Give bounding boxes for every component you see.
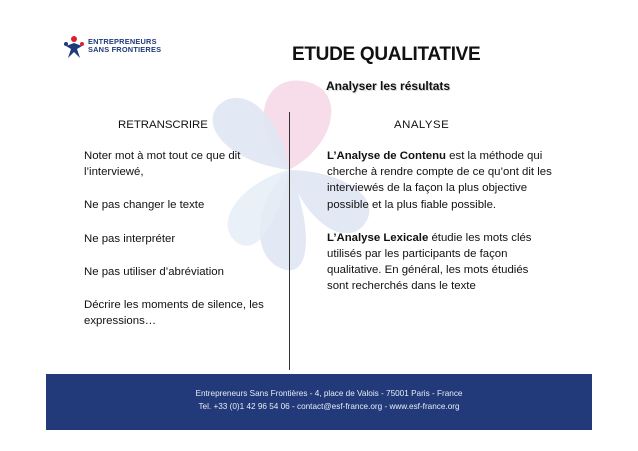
- logo-line-1: ENTREPRENEURS: [88, 37, 157, 46]
- analysis-description: est la méthode qui cherche à rendre compte de ce qu’ont dit les interviewés de la façon la plus objective possible et la plus fiable possible.: [327, 150, 552, 211]
- brand-logo-text: [88, 38, 161, 54]
- analysis-paragraph-lexical: [327, 230, 552, 295]
- footer-address: Entrepreneurs Sans Frontières - 4, place de Valois - 75001 Paris - France: [195, 389, 463, 398]
- page-title: ETUDE QUALITATIVE: [292, 44, 481, 65]
- slide: [46, 20, 592, 430]
- list-item: Décrire les moments de silence, les expressions…: [84, 299, 264, 328]
- left-column-heading: RETRANSCRIRE: [118, 119, 208, 131]
- list-item: Ne pas changer le texte: [84, 199, 205, 212]
- list-item: Ne pas utiliser d’abréviation: [84, 265, 224, 278]
- analysis-term: L’Analyse Lexicale: [327, 231, 429, 244]
- right-column-heading: ANALYSE: [394, 119, 450, 131]
- list-item: Ne pas interpréter: [84, 232, 176, 245]
- footer-contact: Tel. +33 (0)1 42 96 54 06 - contact@esf-france.org - www.esf-france.org: [198, 402, 460, 411]
- analysis-paragraph-content: [327, 148, 552, 213]
- column-divider: [289, 112, 290, 370]
- left-column: [84, 148, 280, 346]
- page-subtitle: Analyser les résultats: [326, 79, 451, 93]
- brand-logo: [62, 34, 172, 68]
- list-item: Noter mot à mot tout ce que dit l’interviewé,: [84, 150, 241, 179]
- logo-line-2: SANS FRONTIERES: [88, 45, 162, 54]
- analysis-term: L’Analyse de Contenu: [327, 150, 446, 162]
- right-column: [327, 148, 552, 312]
- analysis-description: étudie les mots clés utilisés par les participants de façon qualitative. En général, les mots étudiés sont recherchés dans le texte: [327, 231, 532, 293]
- star-people-logo-icon: [62, 34, 86, 62]
